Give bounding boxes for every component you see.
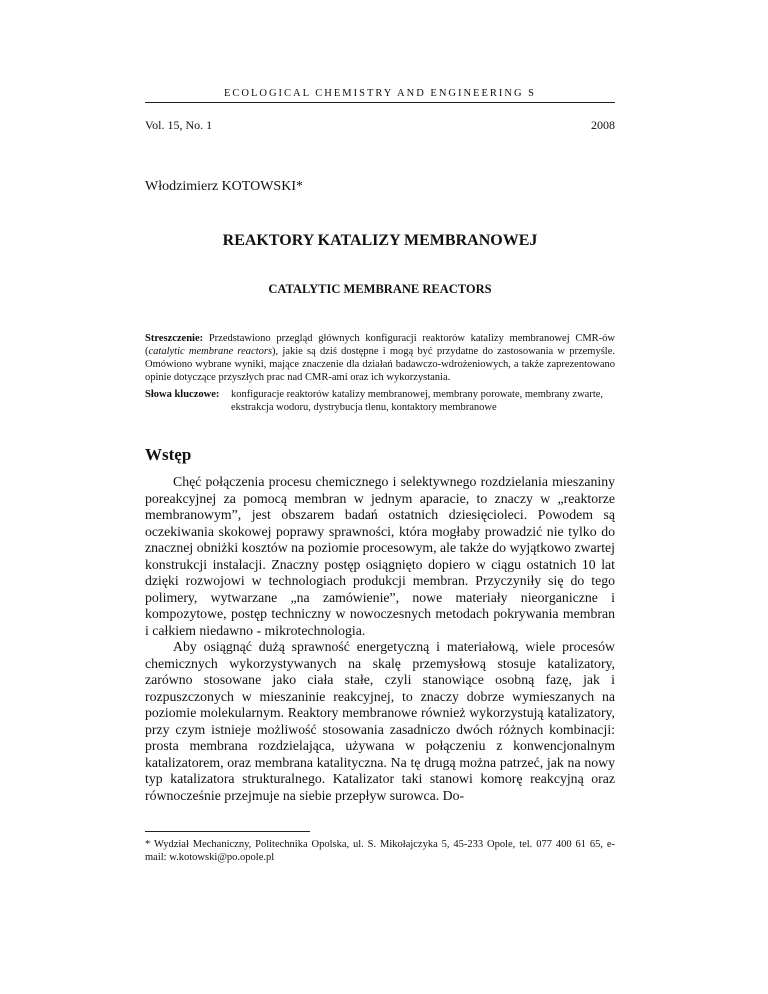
journal-name: ECOLOGICAL CHEMISTRY AND ENGINEERING S [223,88,537,99]
paragraph: Aby osiągnąć dużą sprawność energetyczną i materiałową, wiele procesów chemicznych wykorzystywanych na skalę przemysłową stosuje katalizatory, zarówno stosowane jako ciała stałe, czyli stanowiące osobną fazę, jak i rozpuszczonych w mieszaninie reakcyjnej, to znaczy dobrze wymieszanych na poziomie molekularnym. Reaktory membranowe również wykorzystują katalizatory, przy czym istnieje możliwość stosowania zasadniczo dwóch różnych kombinacji: prosta membrana rozdzielająca, używana w połączeniu z konwencjonalnym katalizatorem, oraz membrana katalityczna. Na tę drugą można patrzeć, jak na nowy typ katalizatora strukturalnego. Katalizator taki stanowi komorę reakcyjną oraz równocześnie przejmuje na siebie przepływ surowca. Do- [145,639,615,803]
abstract-label: Streszczenie: [145,333,204,344]
author-name: Włodzimierz KOTOWSKI* [145,179,303,194]
body-text [145,474,615,804]
abstract-text-before: Przedstawiono przegląd głównych konfiguracji reaktorów katalizy membranowej CMR-ów ( [145,333,615,357]
abstract [145,332,615,384]
footnote-rule [145,831,310,832]
keywords-text: konfiguracje reaktorów katalizy membranowej, membrany porowate, membrany zwarte, ekstrakcja wodoru, dystrybucja tlenu, kontaktory membranowe [231,389,604,413]
abstract-italic-term: catalytic membrane reactors [148,346,273,357]
paper-title: REAKTORY KATALIZY MEMBRANOWEJ [222,232,538,249]
year-label: 2008 [591,118,615,132]
paper-subtitle: CATALYTIC MEMBRANE REACTORS [268,282,492,296]
keywords-label: Słowa kluczowe: [145,389,220,400]
paragraph: Chęć połączenia procesu chemicznego i selektywnego rozdzielania mieszaniny poreakcyjnej za pomocą membran w jednym aparacie, to znaczy w „reaktorze membranowym”, jest obszarem badań ostatnich dziesięcioleci. Powodem są oczekiwania skokowej poprawy sprawności, która mogłaby prowadzić nie tylko do znacznej obniżki kosztów na poziomie procesowym, ale także do wyjątkowo zwartej konstrukcji instalacji. Znaczny postęp osiągnięto dopiero w ciągu ostatnich 10 lat dzięki rozwojowi w technologiach produkcji membran. Przyczyniły się do tego polimery, wytwarzane „na zamówienie”, nowe materiały nieorganiczne i kompozytowe, postęp techniczny w nowoczesnych metodach pokrywania membran i całkiem niedawno - mikrotechnologia. [145,474,615,638]
footnote: * Wydział Mechaniczny, Politechnika Opolska, ul. S. Mikołajczyka 5, 45-233 Opole, tel. 077 400 61 65, e-mail: w.kotowski@po.opole.pl [145,839,615,863]
section-heading: Wstęp [145,445,192,464]
header-rule [145,102,615,103]
volume-label: Vol. 15, No. 1 [145,118,213,132]
abstract-text-after: ), jakie są dziś dostępne i mogą być przydatne do zastosowania w przemyśle. Omówiono wybrane wyniki, mające znaczenie dla działań badawczo-wdrożeniowych, a także zaprezentowano opinie dotyczące przyszłych prac nad CMR-ami oraz ich wykorzystania. [145,346,615,383]
